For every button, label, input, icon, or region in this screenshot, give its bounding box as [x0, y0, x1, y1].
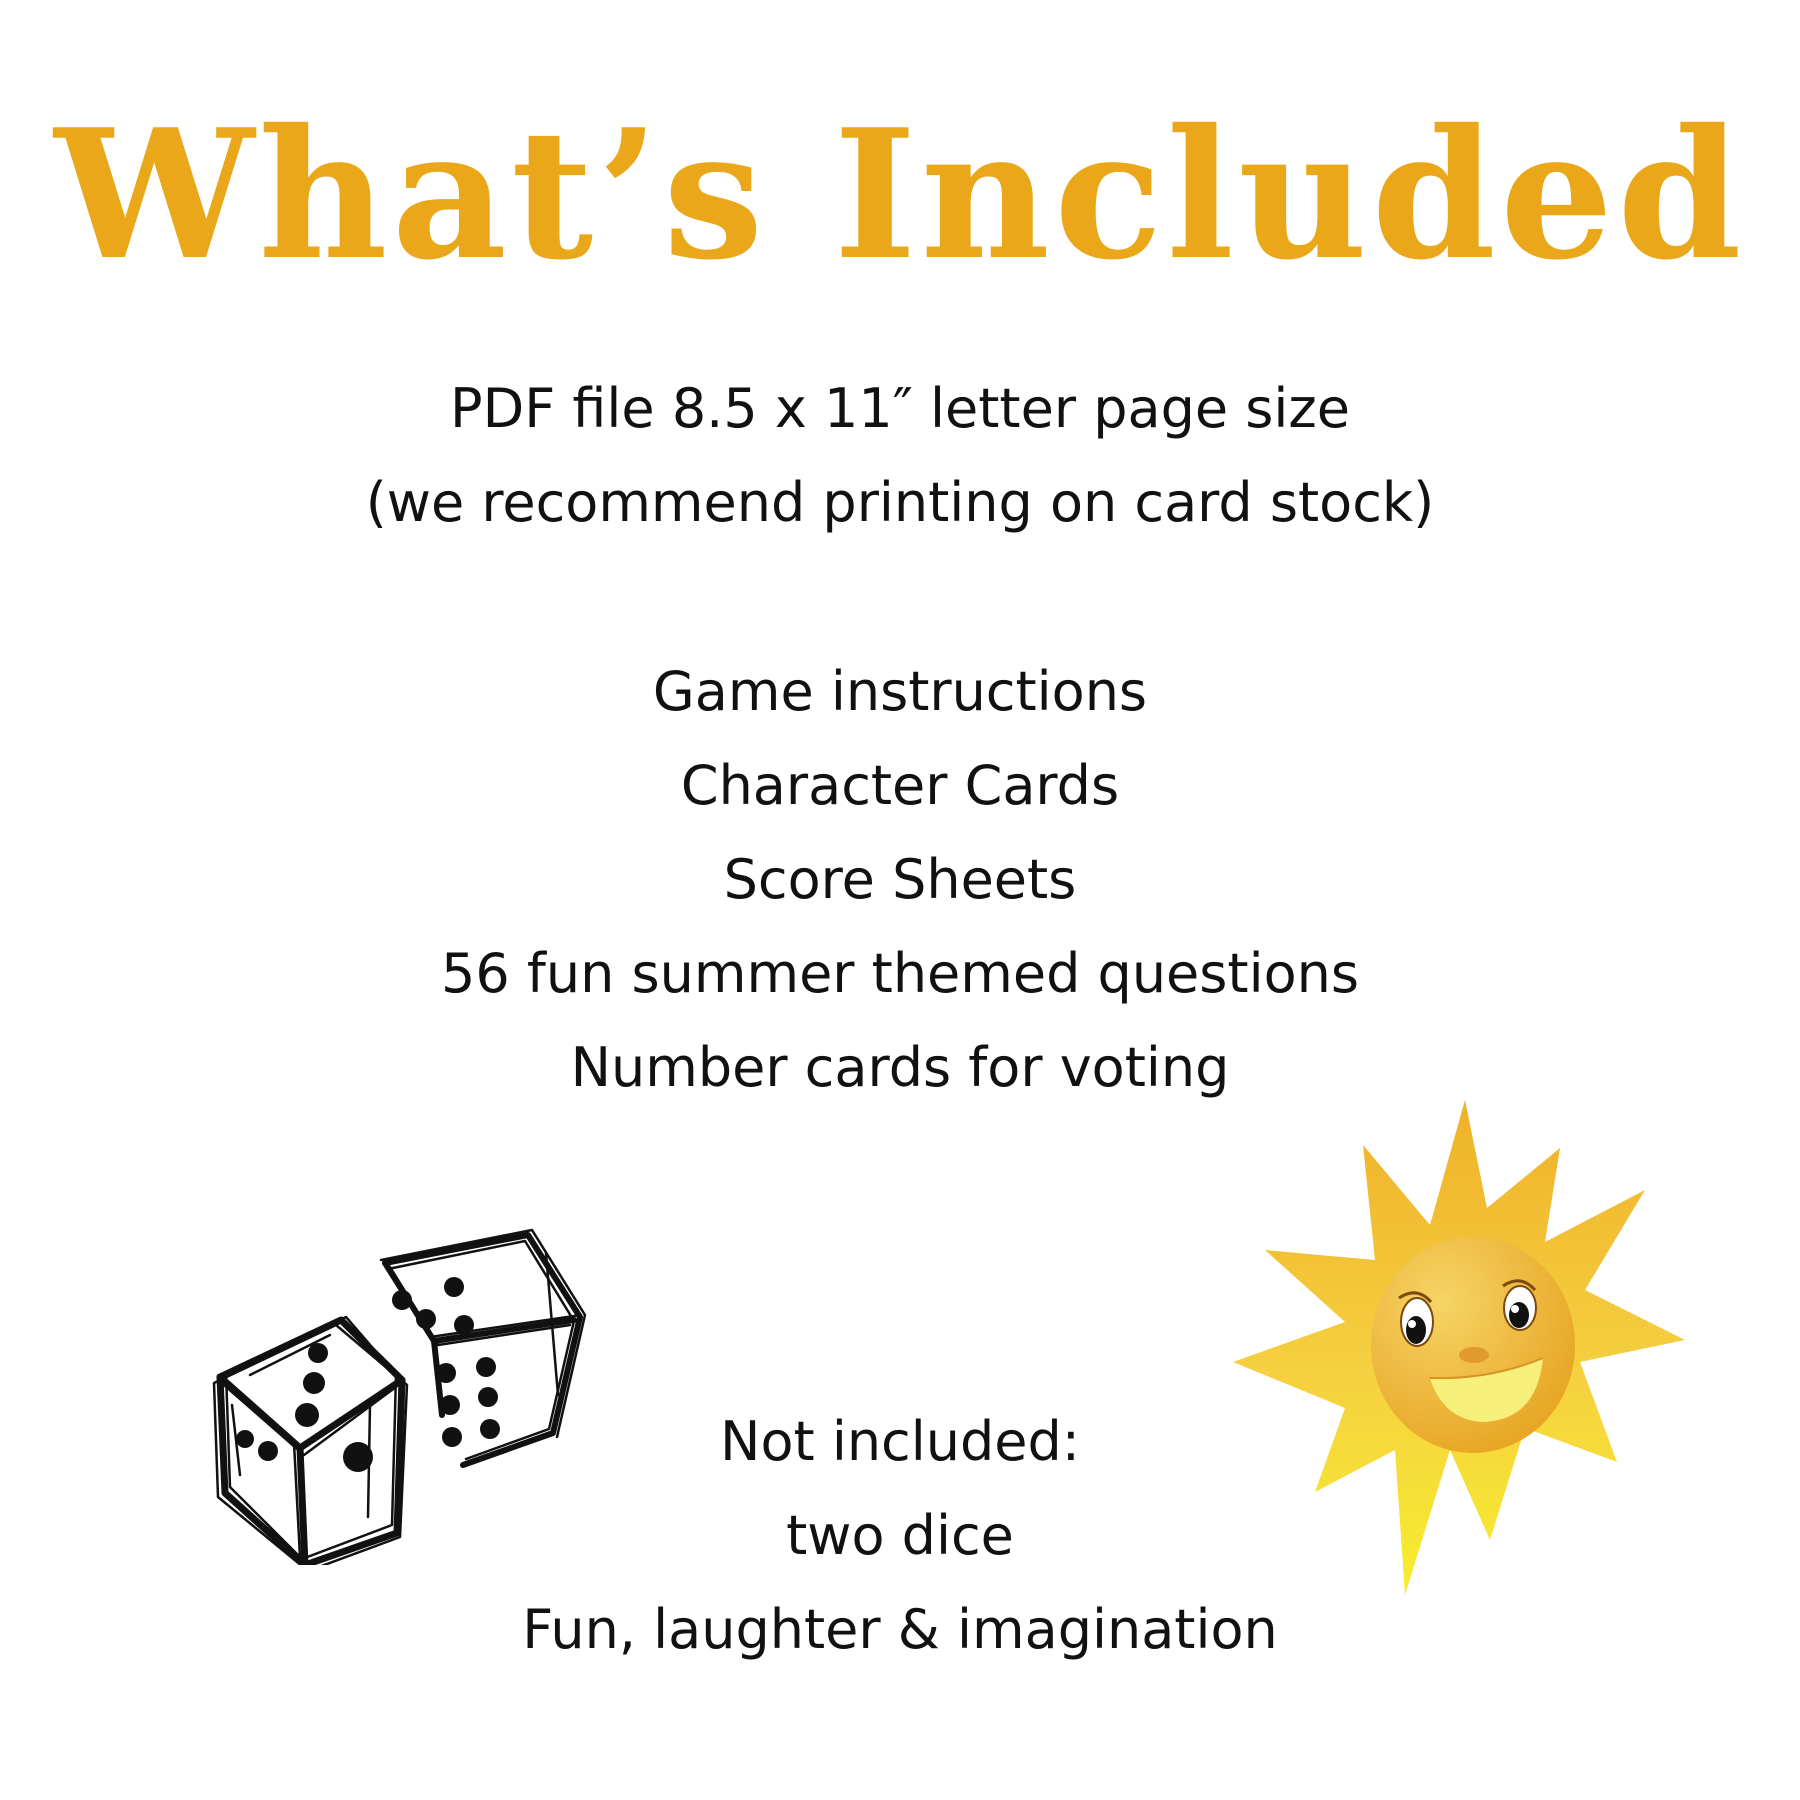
list-item: Score Sheets	[723, 848, 1077, 911]
print-recommendation-line: (we recommend printing on card stock)	[365, 471, 1435, 534]
two-dice-icon	[210, 1225, 620, 1565]
contents-list	[0, 645, 1800, 1115]
not-included-heading: Not included:	[720, 1410, 1080, 1473]
list-item: Game instructions	[652, 660, 1148, 723]
list-item: Number cards for voting	[570, 1036, 1230, 1099]
list-item: 56 fun summer themed questions	[441, 942, 1359, 1005]
file-format-line: PDF file 8.5 x 11″ letter page size	[450, 377, 1350, 440]
list-item: two dice	[786, 1504, 1014, 1567]
smiling-sun-icon	[1225, 1090, 1695, 1610]
list-item: Fun, laughter & imagination	[522, 1598, 1278, 1661]
list-item: Character Cards	[680, 754, 1120, 817]
page-title: What’s Included	[54, 90, 1746, 299]
file-info	[0, 362, 1800, 550]
